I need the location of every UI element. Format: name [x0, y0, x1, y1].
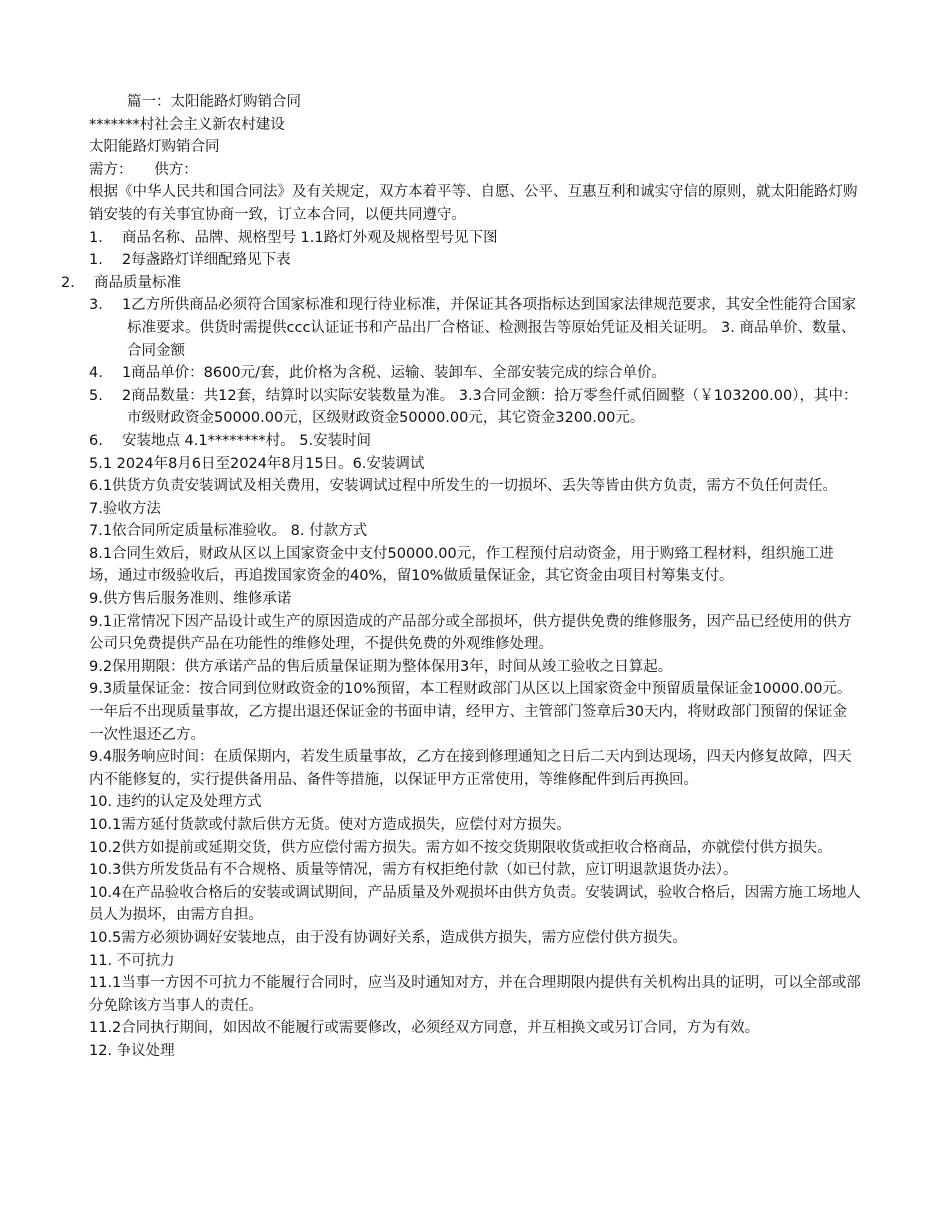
clause-9-4: 9.4服务响应时间：在质保期内，若发生质量事故，乙方在接到修理通知之日后二天内到达现场，四天内修复故障，四天内不能修复的，实行提供备用品、备件等措施，以保证甲方正常使用，等维修配件到后再换回。 — [89, 749, 852, 788]
clause-9-1: 9.1正常情况下因产品设计或生产的原因造成的产品部分或全部损坏，供方提供免费的维修服务，因产品已经使用的供方公司只免费提供产品在功能性的维修处理，不提供免费的外观维修处理。 — [89, 613, 852, 653]
clause-6: 6. 安装地点 4.1********村。 5.安装时间 — [89, 432, 372, 449]
clause-10-4: 10.4在产品验收合格后的安装或调试期间，产品质量及外观损坏由供方负责。安装调试，验收合格后，因需方施工场地人员人为损坏，由需方自担。 — [89, 884, 861, 924]
clause-10-2: 10.2供方如提前或延期交货，供方应偿付需方损失。需方如不按交货期限收货或拒收合格商品，亦就偿付供方损失。 — [89, 839, 832, 856]
clause-1: 1. 商品名称、品牌、规格型号 1.1路灯外观及规格型号见下图 — [89, 229, 498, 246]
document-title: 篇一：太阳能路灯购销合同 — [127, 94, 301, 110]
clause-1-2: 1. 2每盏路灯详细配臵见下表 — [89, 252, 291, 269]
preamble-paragraph: 根据《中华人民共和国合同法》及有关规定，双方本着平等、自愿、公平、互惠互利和诚实守信的原则，就太阳能路灯购销安装的有关事宜协商一致，订立本合同，以便共同遵守。 — [89, 184, 858, 223]
clause-7-1: 7.1依合同所定质量标准验收。 8. 付款方式 — [89, 523, 368, 540]
clause-11-1: 11.1当事一方因不可抗力不能履行合同时，应当及时通知对方，并在合理期限内提供有关机构出具的证明，可以全部或部分免除该方当事人的责任。 — [89, 975, 861, 1014]
clause-4: 4. 1商品单价：8600元/套，此价格为含税、运输、装卸车、全部安装完成的综合单价。 — [89, 365, 666, 382]
clause-2: 2. 商品质量标准 — [61, 274, 181, 291]
parties-line: 需方： 供方： — [89, 161, 198, 178]
clause-9-2: 9.2保用期限：供方承诺产品的售后质量保证期为整体保用3年，时间从竣工验收之日算起。 — [89, 658, 673, 675]
clause-10-1: 10.1需方延付货款或付款后供方无货。使对方造成损失，应偿付对方损失。 — [89, 817, 571, 833]
clause-3: 3. 1乙方所供商品必须符合国家标准和现行待业标准，并保证其各项指标达到国家法律规范要求，其安全性能符合国家标准要求。供货时需提供ccc认证证书和产品出厂合格证、检测报告等原始凭证及相关证明。 3. 商品单价、数量、合同金额 — [89, 297, 857, 359]
clause-11-heading: 11. 不可抗力 — [89, 952, 175, 969]
clause-10-5: 10.5需方必须协调好安装地点，由于没有协调好关系，造成供方损失，需方应偿付供方损失。 — [89, 929, 687, 946]
project-line: *******村社会主义新农村建设 — [89, 116, 285, 133]
clause-9-heading: 9.供方售后服务准则、维修承诺 — [89, 591, 292, 608]
clause-11-2: 11.2合同执行期间，如因故不能履行或需要修改，必须经双方同意，并互相换文或另订合同，方为有效。 — [89, 1020, 760, 1037]
clause-5-1: 5.1 2024年8月6日至2024年8月15日。6.安装调试 — [89, 455, 425, 472]
clause-6-1: 6.1供货方负责安装调试及相关费用，安装调试过程中所发生的一切损坏、丢失等皆由供方负责，需方不负任何责任。 — [89, 478, 838, 495]
clause-7-heading: 7.验收方法 — [89, 500, 161, 517]
clause-8-1: 8.1合同生效后，财政从区以上国家资金中支付50000.00元，作工程预付启动资金，用于购臵工程材料，组织施工进场，通过市级验收后，再追拨国家资金的40%，留10%做质量保证金，其它资金由项目村筹集支付。 — [89, 545, 834, 585]
clause-9-3: 9.3质量保证金：按合同到位财政资金的10%预留，本工程财政部门从区以上国家资金中预留质量保证金10000.00元。一年后不出现质量事故，乙方提出退还保证金的书面申请，经甲方、主管部门签章后30天内，将财政部门预留的保证金一次性退还乙方。 — [89, 681, 852, 743]
contract-text — [61, 91, 861, 1063]
contract-name: 太阳能路灯购销合同 — [89, 139, 220, 156]
clause-5: 5. 2商品数量：共12套，结算时以实际安装数量为准。 3.3合同金额：拾万零叁仟贰佰圆整（￥103200.00），其中：市级财政资金50000.00元，区级财政资金50000.00元，其它资金3200.00元。 — [89, 387, 858, 427]
clause-10-heading: 10. 违约的认定及处理方式 — [89, 794, 262, 811]
clause-10-3: 10.3供方所发货品有不合规格、质量等情况，需方有权拒绝付款（如已付款，应订明退款退货办法）。 — [89, 862, 738, 879]
clause-12-heading: 12. 争议处理 — [89, 1042, 175, 1059]
